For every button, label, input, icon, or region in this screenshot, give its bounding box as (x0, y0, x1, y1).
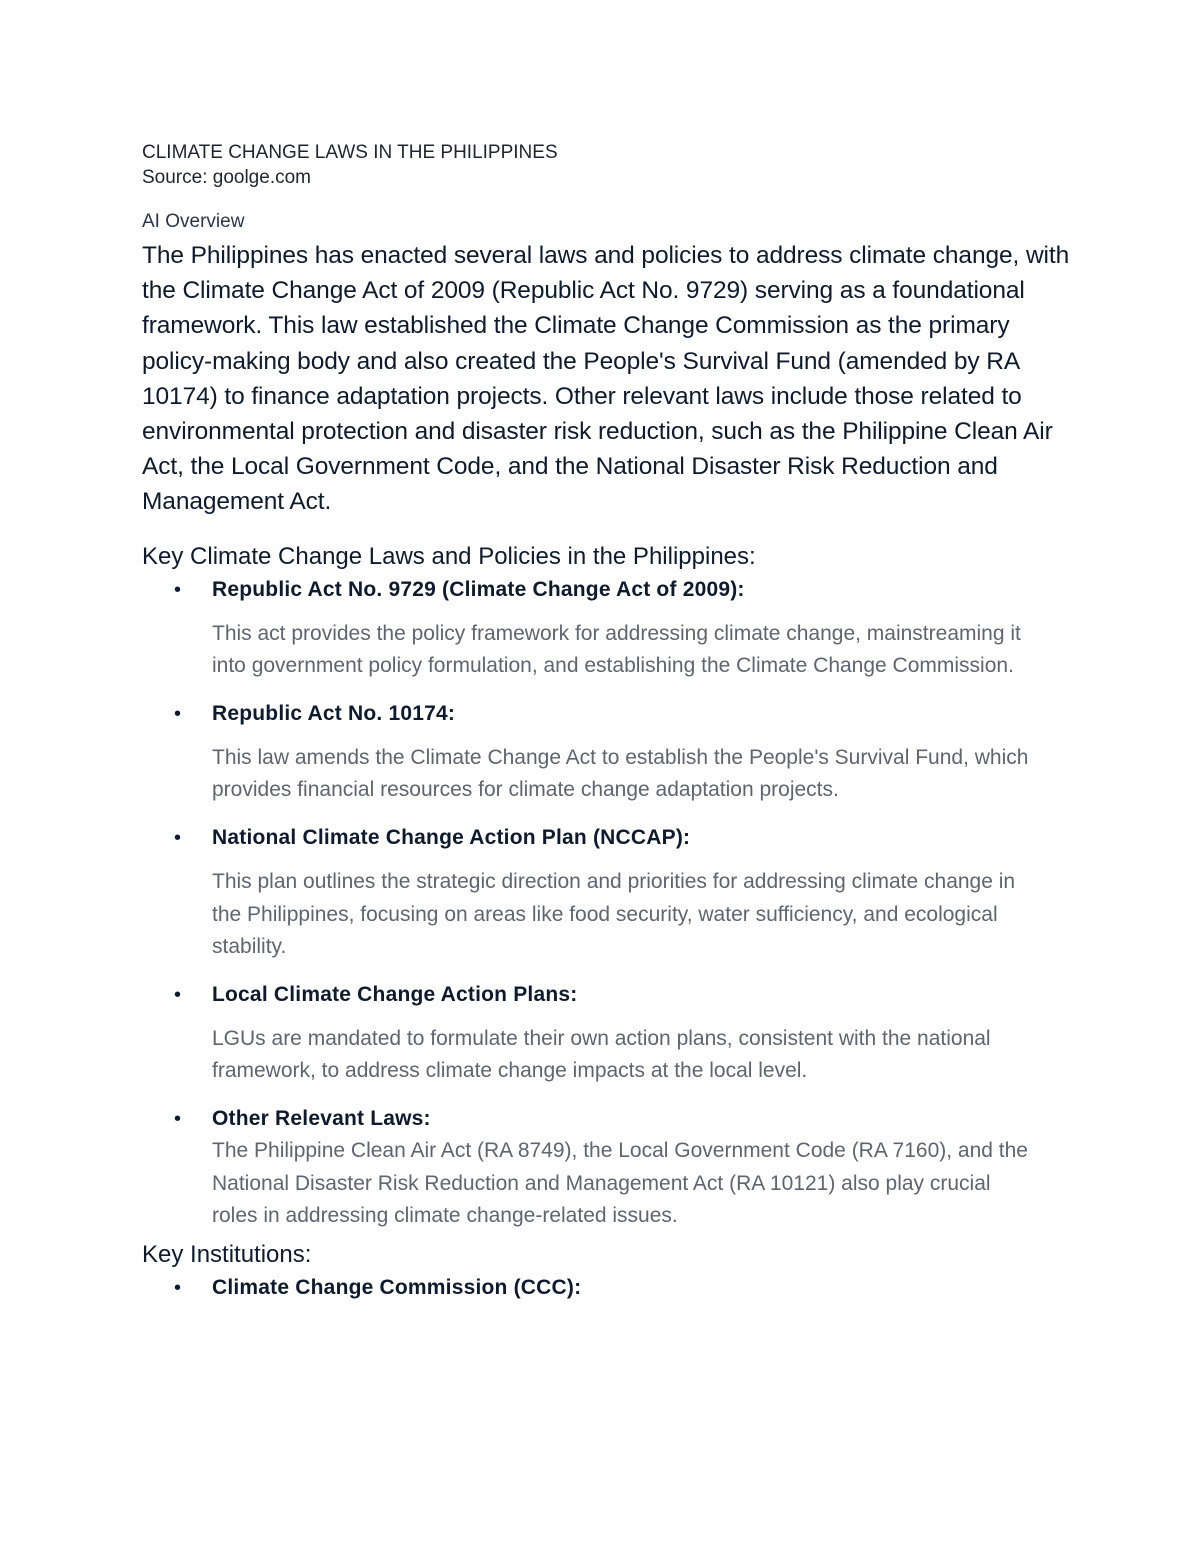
list-item (142, 1272, 1072, 1304)
list-item-description: LGUs are mandated to formulate their own action plans, consistent with the national framework, to address climate change impacts at the local level. (212, 1027, 991, 1083)
list-item-title: Republic Act No. 10174: (212, 702, 456, 726)
ai-overview-label: AI Overview (142, 211, 245, 232)
list-item-title: Climate Change Commission (CCC): (212, 1276, 582, 1300)
section-heading-institutions: Key Institutions: (142, 1241, 312, 1269)
list-item (142, 698, 1072, 806)
bullet-icon: • (174, 984, 182, 1007)
list-item (142, 822, 1072, 963)
bullet-icon: • (174, 827, 182, 850)
list-item (142, 979, 1072, 1087)
list-item-title: National Climate Change Action Plan (NCCAP): (212, 826, 691, 850)
list-item (142, 574, 1072, 682)
bullet-icon: • (174, 1108, 182, 1131)
overview-summary: The Philippines has enacted several laws and policies to address climate change, with the Climate Change Act of 2009 (Republic Act No. 9729) serving as a foundational framework. This law established the Climate Change Commission as the primary policy-making body and also created the People's Survival Fund (amended by RA 10174) to finance adaptation projects. Other relevant laws include those related to environmental protection and disaster risk reduction, such as the Philippine Clean Air Act, the Local Government Code, and the National Disaster Risk Reduction and Management Act. (142, 242, 1070, 516)
list-item-title: Republic Act No. 9729 (Climate Change Act of 2009): (212, 577, 745, 601)
bullet-icon: • (174, 1277, 182, 1300)
list-item-title: Local Climate Change Action Plans: (212, 983, 578, 1007)
list-item-description: The Philippine Clean Air Act (RA 8749), the Local Government Code (RA 7160), and the National Disaster Risk Reduction and Management Act (RA 10121) also play crucial roles in addressing climate change-related issues. (212, 1139, 1028, 1227)
list-item-description: This law amends the Climate Change Act to establish the People's Survival Fund, which provides financial resources for climate change adaptation projects. (212, 746, 1029, 802)
list-item-description: This act provides the policy framework for addressing climate change, mainstreaming it into government policy formulation, and establishing the Climate Change Commission. (212, 621, 1021, 677)
bullet-icon: • (174, 703, 182, 726)
bullet-icon: • (174, 578, 182, 601)
document-source: Source: goolge.com (142, 167, 311, 188)
laws-list (142, 574, 1072, 1232)
document-title: CLIMATE CHANGE LAWS IN THE PHILIPPINES (142, 142, 558, 163)
section-heading-laws: Key Climate Change Laws and Policies in the Philippines: (142, 542, 756, 570)
institutions-list (142, 1272, 1072, 1304)
document-page (142, 140, 1072, 1304)
list-item (142, 1103, 1072, 1232)
list-item-title: Other Relevant Laws: (212, 1107, 431, 1131)
list-item-description: This plan outlines the strategic direction and priorities for addressing climate change in the Philippines, focusing on areas like food security, water sufficiency, and ecological stability. (212, 870, 1016, 958)
